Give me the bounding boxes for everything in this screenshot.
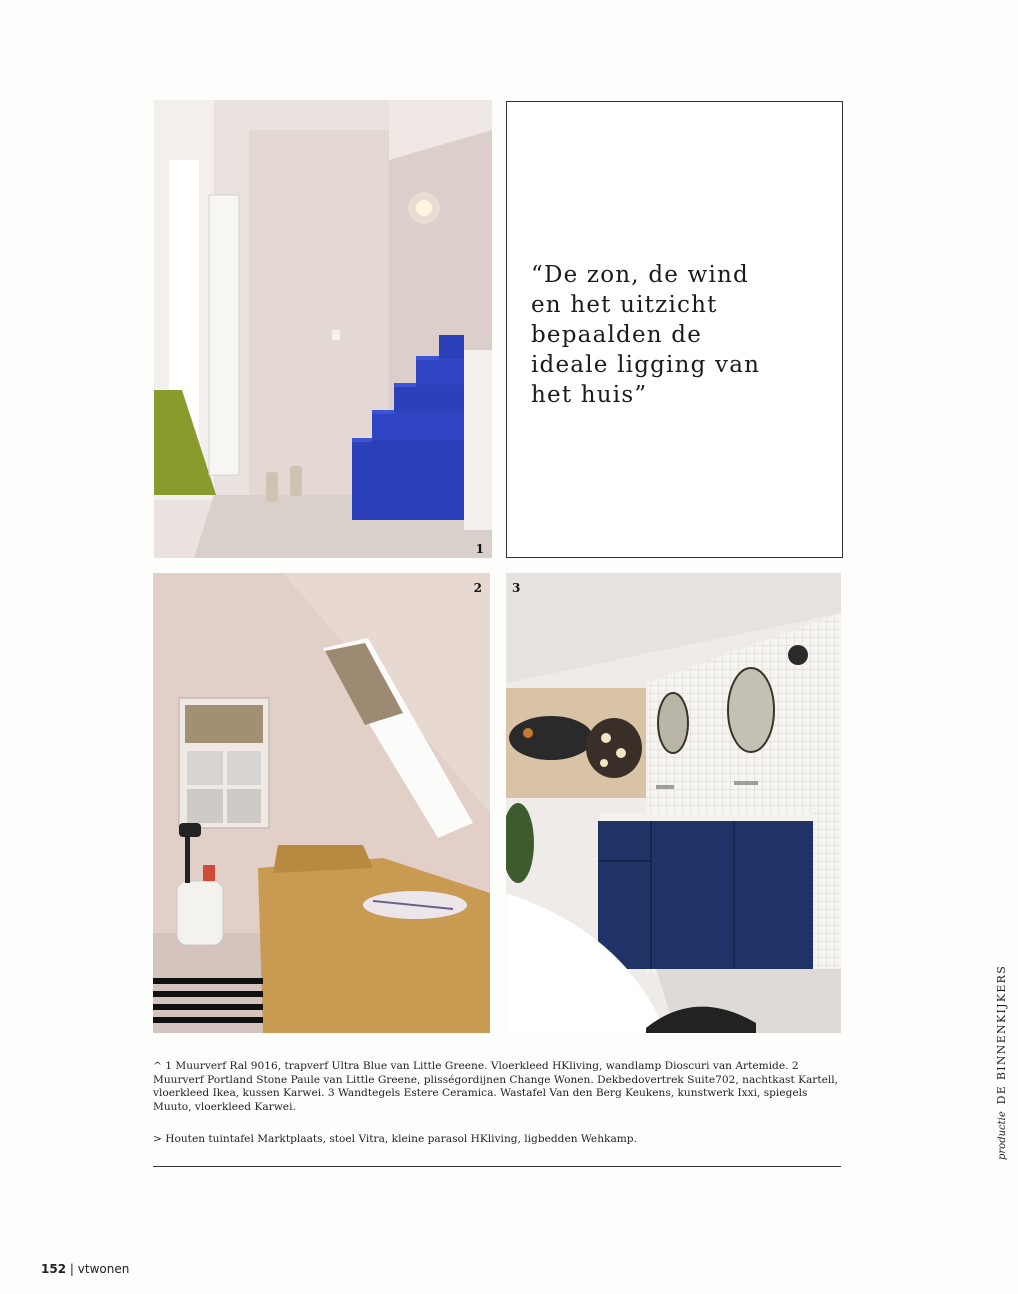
- photo-number-1: 1: [475, 542, 484, 556]
- photo-caption-credits: ^ 1 Muurverf Ral 9016, trapverf Ultra Blue van Little Greene. Vloerkleed HKliving, wandlamp Dioscuri van Artemide. 2 Muurverf Portland Stone Paule van Little Greene, plisségordijnen Change Wonen. Dekbedovertrek Suite702, nachtkast Kartell, vloerkleed Ikea, kussen Karwei. 3 Wandtegels Estere Ceramica. Wastafel Van den Berg Keukens, kunstwerk Ixxi, spiegels Muuto, vloerkleed Karwei.: [153, 1060, 839, 1113]
- page-number: 152: [41, 1262, 67, 1276]
- hallway-image: [154, 100, 492, 558]
- pull-quote: “De zon, de wind en het uitzicht bepaalden de ideale ligging van het huis”: [531, 262, 761, 408]
- photo-number-2: 2: [473, 581, 482, 595]
- photo-bathroom: [506, 573, 841, 1033]
- photo-bedroom: [153, 573, 490, 1033]
- bedroom-image: [153, 573, 490, 1033]
- credit-label: productie: [997, 1111, 1008, 1160]
- production-credit: [995, 965, 1008, 1160]
- folio-separator: |: [69, 1262, 74, 1276]
- bathroom-image: [506, 573, 841, 1033]
- photo-caption-secondary: > Houten tuintafel Marktplaats, stoel Vitra, kleine parasol HKliving, ligbedden Wehkamp.: [153, 1133, 637, 1145]
- magazine-name: vtwonen: [77, 1262, 130, 1276]
- pull-quote-box: [506, 101, 843, 558]
- credit-name: DE BINNENKIJKERS: [995, 964, 1008, 1105]
- page-folio: [41, 1262, 129, 1276]
- photo-number-3: 3: [512, 581, 521, 595]
- caption-divider: [153, 1166, 841, 1167]
- photo-hallway: [154, 100, 492, 558]
